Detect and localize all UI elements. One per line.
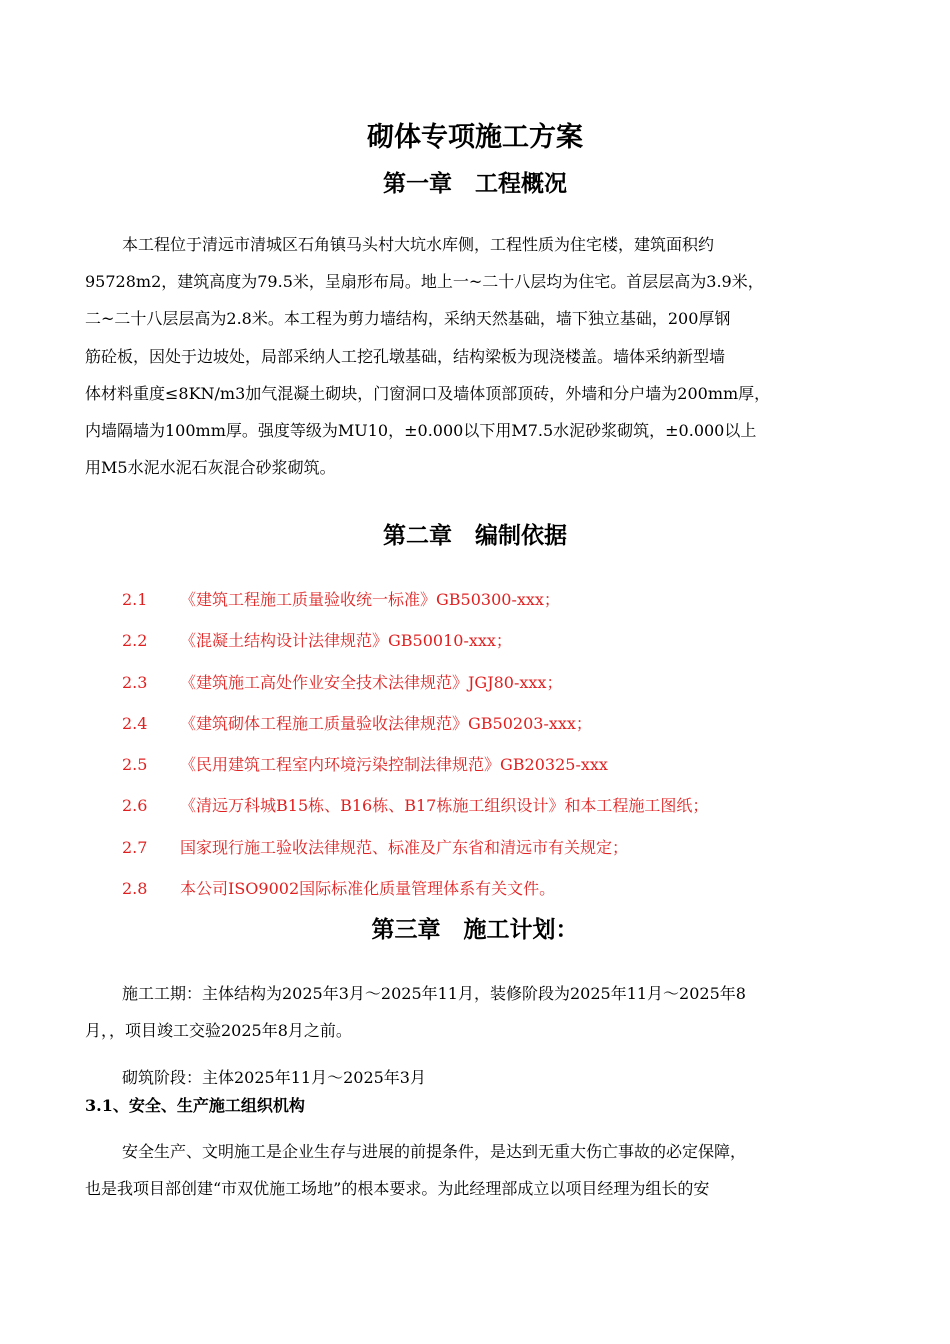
list-item xyxy=(85,631,875,672)
item-text: 《民用建筑工程室内环境污染控制法律规范》GB20325-xxx xyxy=(180,755,608,775)
list-item xyxy=(85,673,875,714)
item-number: 2.4 xyxy=(122,713,148,733)
item-number: 2.1 xyxy=(122,590,148,609)
paragraph-line: 内墙隔墙为100mm厚。强度等级为MU10，±0.000以下用M7.5水泥砂浆砌筑，±0.000以上 xyxy=(85,420,757,440)
paragraph-line: 体材料重度≤8KN/m3加气混凝土砌块，门窗洞口及墙体顶部顶砖，外墙和分户墙为200mm厚， xyxy=(85,383,771,403)
masonry-stage-paragraph xyxy=(85,1059,875,1096)
paragraph-line: 施工工期：主体结构为2025年3月～2025年11月，装修阶段为2025年11月～2025年8 xyxy=(122,984,746,1003)
list-item xyxy=(85,755,875,796)
paragraph-line: 安全生产、文明施工是企业生存与进展的前提条件，是达到无重大伤亡事故的必定保障， xyxy=(122,1142,747,1161)
item-number: 2.8 xyxy=(122,879,148,899)
section-3-1-paragraph xyxy=(85,1133,875,1207)
item-text: 《清远万科城B15栋、B16栋、B17栋施工组织设计》和本工程施工图纸； xyxy=(180,796,709,816)
list-item xyxy=(85,590,875,631)
item-number: 2.5 xyxy=(122,755,148,775)
item-text: 《建筑工程施工质量验收统一标准》GB50300-xxx； xyxy=(180,590,560,609)
document-title: 砌体专项施工方案 xyxy=(367,122,583,153)
item-text: 《混凝土结构设计法律规范》GB50010-xxx； xyxy=(180,631,512,651)
paragraph-line: 二~二十八层层高为2.8米。本工程为剪力墙结构，采纳天然基础，墙下独立基础，200厚钢 xyxy=(85,309,731,329)
item-number: 2.6 xyxy=(122,796,148,816)
paragraph-line: 用M5水泥水泥石灰混合砂浆砌筑。 xyxy=(85,458,336,478)
item-number: 2.2 xyxy=(122,631,148,651)
section-3-1-heading: 3.1、安全、生产施工组织机构 xyxy=(85,1096,305,1115)
item-text: 《建筑施工高处作业安全技术法律规范》JGJ80-xxx； xyxy=(180,672,563,692)
chapter-2-heading: 第二章 编制依据 xyxy=(383,522,567,549)
paragraph-line: 月，，项目竣工交验2025年8月之前。 xyxy=(85,1021,352,1041)
paragraph-line: 也是我项目部创建“市双优施工场地”的根本要求。为此经理部成立以项目经理为组长的安 xyxy=(85,1179,710,1199)
references-list xyxy=(85,590,875,920)
chapter-3-heading: 第三章 施工计划： xyxy=(371,916,579,943)
schedule-paragraph xyxy=(85,975,875,1049)
item-text: 《建筑砌体工程施工质量验收法律规范》GB50203-xxx； xyxy=(180,713,592,733)
paragraph-line: 筋砼板，因处于边坡处，局部采纳人工挖孔墩基础，结构梁板为现浇楼盖。墙体采纳新型墙 xyxy=(85,346,726,366)
chapter-1-paragraph xyxy=(85,226,875,486)
paragraph-line: 95728m2，建筑高度为79.5米，呈扇形布局。地上一~二十八层均为住宅。首层层高为3.9米， xyxy=(85,272,764,292)
item-number: 2.7 xyxy=(122,837,148,857)
list-item xyxy=(85,838,875,879)
chapter-1-heading: 第一章 工程概况 xyxy=(383,170,567,197)
paragraph-line: 砌筑阶段：主体2025年11月～2025年3月 xyxy=(122,1068,426,1087)
item-number: 2.3 xyxy=(122,672,148,692)
item-text: 国家现行施工验收法律规范、标准及广东省和清远市有关规定； xyxy=(180,837,629,857)
item-text: 本公司ISO9002国际标准化质量管理体系有关文件。 xyxy=(180,879,556,899)
list-item xyxy=(85,796,875,837)
paragraph-line: 本工程位于清远市清城区石角镇马头村大坑水库侧，工程性质为住宅楼，建筑面积约 xyxy=(122,235,715,254)
list-item xyxy=(85,714,875,755)
